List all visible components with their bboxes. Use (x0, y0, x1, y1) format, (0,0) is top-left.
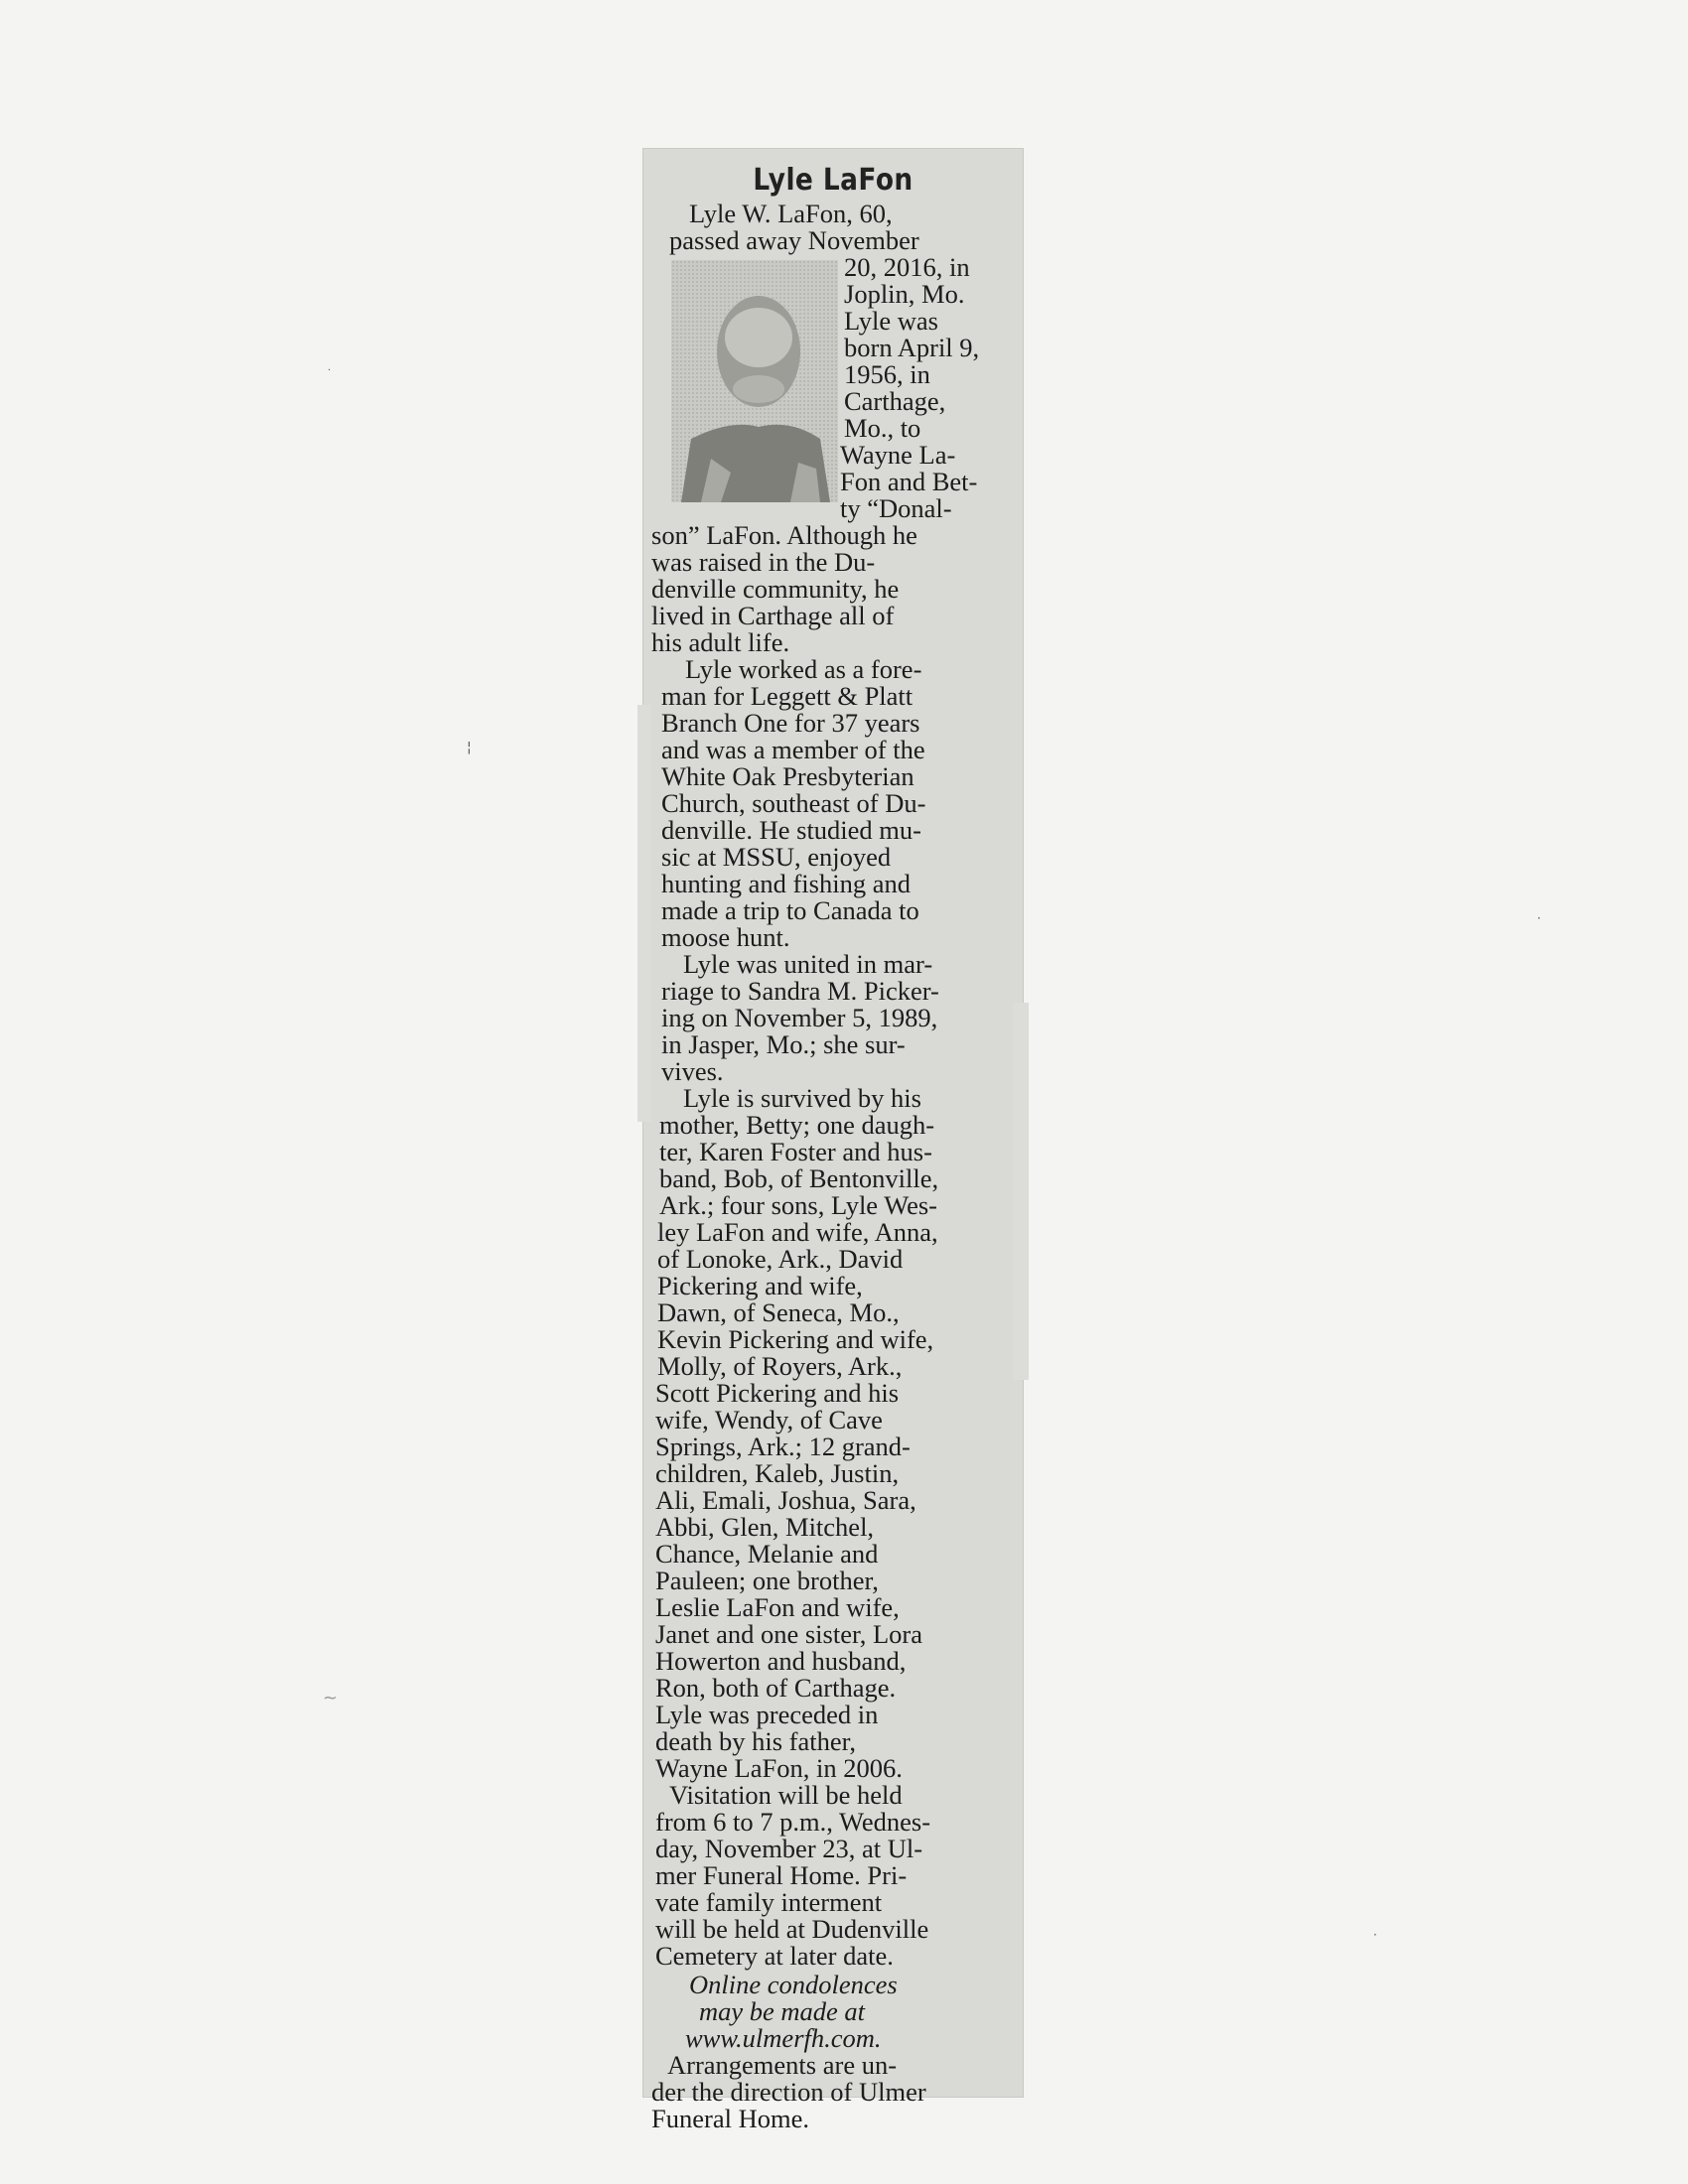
obituary-text-line: lived in Carthage all of (651, 601, 895, 630)
obituary-text-line: Springs, Ark.; 12 grand- (655, 1432, 911, 1461)
obituary-clipping (643, 149, 1023, 2133)
scan-speck: · (328, 365, 332, 376)
obituary-text-line: 1956, in (844, 359, 930, 389)
obituary-text-line: Pauleen; one brother, (655, 1566, 879, 1595)
scan-speck: · (1537, 911, 1541, 925)
obituary-text-line: Wayne La- (840, 440, 956, 470)
obituary-text-line: Ark.; four sons, Lyle Wes- (659, 1190, 938, 1220)
obituary-text-line: Arrangements are un- (667, 2050, 898, 2080)
obituary-text-line: Leslie LaFon and wife, (655, 1592, 900, 1622)
obituary-text-line: mer Funeral Home. Pri- (655, 1860, 908, 1890)
portrait-image (671, 260, 838, 502)
scan-speck: ¦ (467, 740, 472, 755)
obituary-text-line: man for Leggett & Platt (661, 681, 914, 711)
obituary-text-line: Joplin, Mo. (844, 279, 965, 309)
paper-edge-fragment (637, 705, 651, 1122)
obituary-text-line: vate family interment (655, 1887, 883, 1917)
obituary-text-line: riage to Sandra M. Picker- (661, 976, 939, 1006)
obituary-text-line: passed away November (669, 225, 919, 255)
obituary-text-line: ter, Karen Foster and hus- (659, 1137, 932, 1166)
obituary-text-line: Lyle is survived by his (683, 1083, 921, 1113)
condolences-line: Online condolences (689, 1970, 898, 1999)
obituary-text-line: sic at MSSU, enjoyed (661, 842, 892, 872)
obituary-text-line: death by his father, (655, 1726, 857, 1756)
obituary-text-line: ing on November 5, 1989, (661, 1003, 938, 1032)
obituary-text-line: Wayne LaFon, in 2006. (655, 1753, 903, 1783)
obituary-text-line: vives. (661, 1056, 724, 1086)
obituary-text-line: son” LaFon. Although he (651, 520, 917, 550)
obituary-headline: Lyle LaFon (753, 163, 914, 198)
obituary-text-line: Cemetery at later date. (655, 1941, 894, 1971)
obituary-text-line: wife, Wendy, of Cave (655, 1405, 883, 1434)
obituary-text-line: Lyle was united in mar- (683, 949, 933, 979)
obituary-text-line: denville community, he (651, 574, 900, 604)
paper-edge-fragment (1013, 1003, 1029, 1380)
obituary-text-line: was raised in the Du- (651, 547, 876, 577)
obituary-text-line: Kevin Pickering and wife, (657, 1324, 934, 1354)
obituary-text-line: Branch One for 37 years (661, 708, 920, 738)
obituary-text-line: Howerton and husband, (655, 1646, 907, 1676)
obituary-text-line: his adult life. (651, 627, 790, 657)
obituary-text-line: made a trip to Canada to (661, 895, 919, 925)
obituary-text-line: Lyle was (844, 306, 938, 336)
scan-speck: ~ (323, 1688, 339, 1708)
obituary-text-line: born April 9, (844, 333, 980, 362)
obituary-text-line: Dawn, of Seneca, Mo., (657, 1297, 900, 1327)
obituary-text-line: 20, 2016, in (844, 252, 970, 282)
obituary-text-line: Mo., to (844, 413, 921, 443)
condolences-url: www.ulmerfh.com. (685, 2023, 882, 2053)
obituary-text-line: Carthage, (844, 386, 946, 416)
obituary-text-line: will be held at Dudenville (655, 1914, 929, 1944)
obituary-text-line: and was a member of the (661, 735, 925, 764)
obituary-text-line: ty “Donal- (840, 493, 952, 523)
obituary-text-line: Lyle W. LaFon, 60, (689, 199, 893, 228)
obituary-text-line: of Lonoke, Ark., David (657, 1244, 904, 1274)
obituary-text-line: Fon and Bet- (840, 467, 978, 496)
obituary-text-line: day, November 23, at Ul- (655, 1834, 923, 1863)
obituary-text-line: Janet and one sister, Lora (655, 1619, 922, 1649)
obituary-text-line: children, Kaleb, Justin, (655, 1458, 900, 1488)
obituary-text-line: Church, southeast of Du- (661, 788, 926, 818)
obituary-text-line: from 6 to 7 p.m., Wednes- (655, 1807, 931, 1837)
obituary-text-line: Scott Pickering and his (655, 1378, 900, 1408)
obituary-text-line: White Oak Presbyterian (661, 761, 914, 791)
obituary-text-line: Abbi, Glen, Mitchel, (655, 1512, 875, 1542)
obituary-text-line: hunting and fishing and (661, 869, 911, 898)
obituary-text-line: ley LaFon and wife, Anna, (657, 1217, 938, 1247)
obituary-text-line: denville. He studied mu- (661, 815, 921, 845)
obituary-text-line: Funeral Home. (651, 2104, 809, 2133)
condolences-line: may be made at (699, 1996, 866, 2026)
obituary-text-line: der the direction of Ulmer (651, 2077, 926, 2107)
obituary-text-line: Pickering and wife, (657, 1271, 863, 1300)
portrait-photo (671, 260, 838, 502)
obituary-text-line: Ron, both of Carthage. (655, 1673, 897, 1703)
scan-speck: · (1373, 1928, 1377, 1942)
obituary-text-line: Lyle was preceded in (655, 1700, 879, 1729)
obituary-text-line: band, Bob, of Bentonville, (659, 1163, 939, 1193)
obituary-text-line: Visitation will be held (669, 1780, 903, 1810)
obituary-text-line: mother, Betty; one daugh- (659, 1110, 935, 1140)
obituary-text-line: in Jasper, Mo.; she sur- (661, 1029, 906, 1059)
obituary-text-line: Lyle worked as a fore- (685, 654, 922, 684)
obituary-text-line: Ali, Emali, Joshua, Sara, (655, 1485, 916, 1515)
obituary-text-line: Molly, of Royers, Ark., (657, 1351, 903, 1381)
obituary-text-line: moose hunt. (661, 922, 790, 952)
obituary-text-line: Chance, Melanie and (655, 1539, 879, 1569)
